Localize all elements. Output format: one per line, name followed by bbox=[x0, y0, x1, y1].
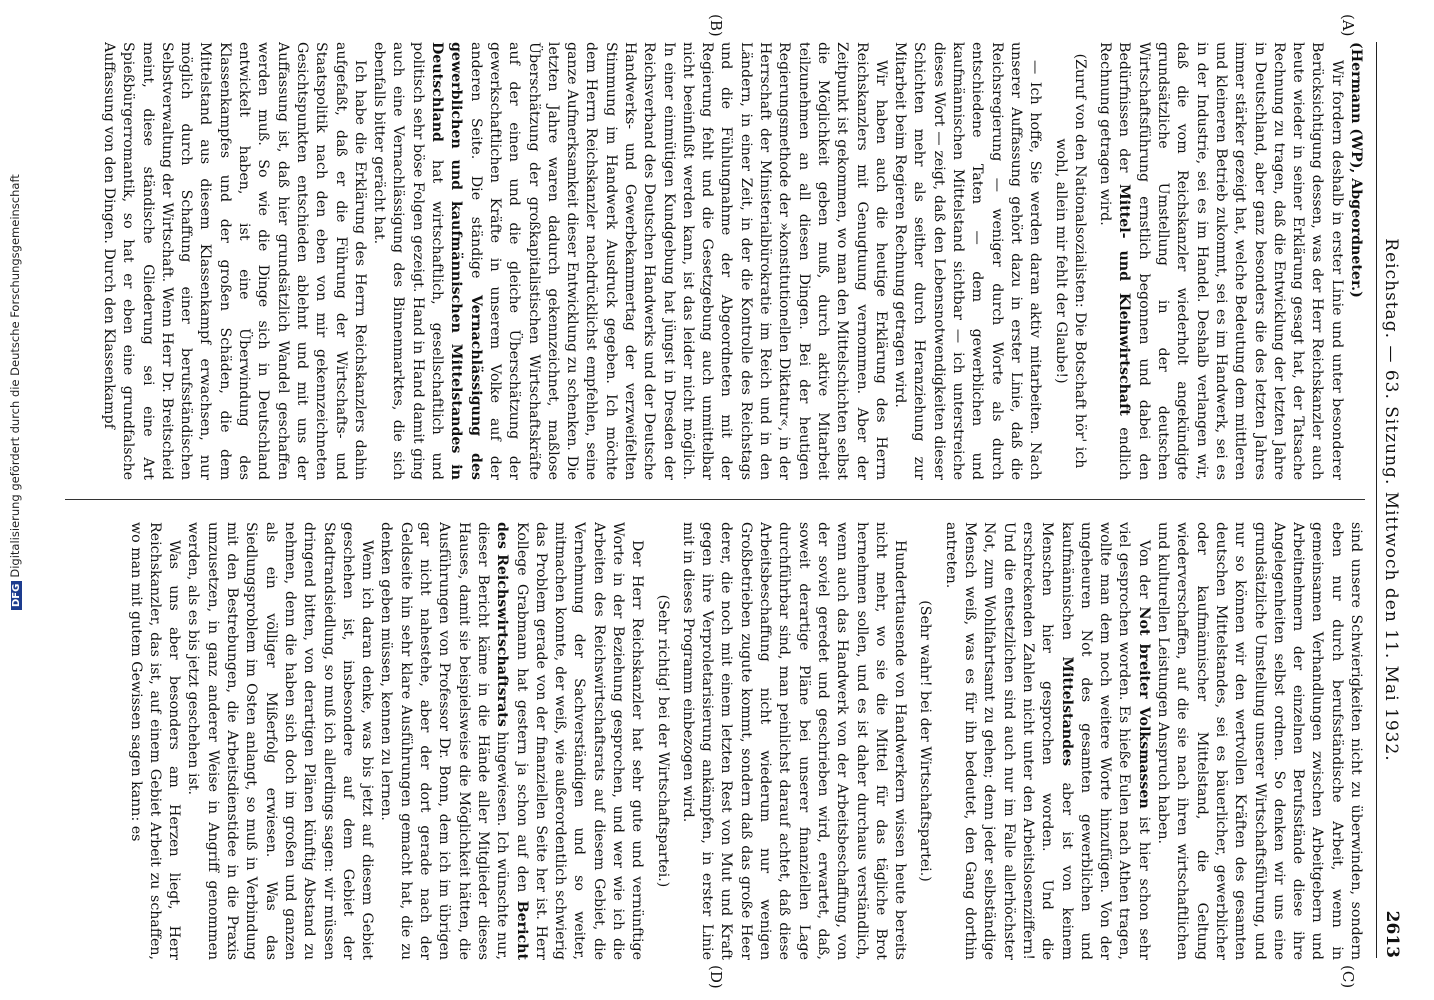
interjection: (Sehr wahr! bei der Wirtschaftspartei.) bbox=[917, 600, 934, 882]
paragraph: Von der Not breiter Volksmassen ist hier schon sehr viel gesprochen worden. Es hieße Eulen nach Athen tragen, wollte man dem noch weitere Worte hinzufügen. Von der ungeheuren Not des gesamten gewerblichen und kaufmännischen Mittelstandes aber ist von keinem Menschen hier gesprochen worden. Und die erschreckenden Zahlen nicht unter den Arbeitslosenziffern! Und die entsetzlichen sind auch nur im Falle allerhöchster Not, zum Wohlfahrtsamt zu gehen; denn jeder selbständige Mensch weiß, was es für ihn bedeutet, den Gang dorthin antreten. bbox=[942, 522, 1152, 960]
margin-marker-c: (C) bbox=[1339, 965, 1357, 989]
page-title: Reichstag. — 63. Sitzung. Mittwoch den 11. Mai 1932. bbox=[1381, 238, 1401, 762]
dfg-badge: DFG bbox=[11, 581, 22, 610]
right-column bbox=[55, 522, 1365, 960]
emphasis: Mittelstandes bbox=[1058, 656, 1075, 767]
page-number: 2613 bbox=[1382, 910, 1402, 958]
paragraph: — Ich hoffe, Sie werden daran aktiv mitarbeiten. Nach unserer Auffassung gehört dazu in erster Linie, daß die Reichsregierung — weniger durch Worte als durch entschiedene Taten — dem gewerblichen und kaufmännischen Mittelstand sichtbar — ich unterstreiche dieses Wort — zeigt, daß den Lebensnotwendigkeiten dieser Schichten mehr als seither durch Heranziehung zur Mitarbeit beim Regieren Rechnung getragen wird. bbox=[892, 42, 1044, 480]
paragraph: Wenn ich daran denke, was bis jetzt auf diesem Gebiet geschehen ist, insbesondere auf dem Gebiet der Stadtrandsiedlung, so muß ich allerdings sagen: wir müssen dringend bitten, von derartigen Plänen künftig Abstand zu nehmen, denn die haben sich doch im großen und ganzen als ein völliger Mißerfolg erwiesen. Was das Siedlungsproblem im Osten anlangt, so muß in Verbindung mit den Bestrebungen, die Arbeitsdienstidee in die Praxis umzusetzen, in ganz anderer Weise in Angriff genommen werden, als es bis jetzt geschehen ist. bbox=[185, 522, 376, 960]
left-column bbox=[55, 42, 1365, 480]
speaker-line: (Hermann (WP), Abgeordneter.) bbox=[1348, 42, 1364, 298]
page-header bbox=[1376, 42, 1405, 958]
paragraph: sind unsere Schwierigkeiten nicht zu überwinden, sondern eben nur durch berufsständische Arbeit, wenn in gemeinsamen Verhandlungen zwischen Arbeitgebern und Arbeitnehmern der einzelnen Berufsstände diese ihre Angelegenheiten selbst ordnen. So denken wir uns eine grundsätzliche Umstellung unserer Wirtschaftsführung, und nur so können wir den wertvollen Kräften des gesamten deutschen Mittelstandes, sei es bäuerlicher, gewerblicher oder kaufmännischer Mittelstand, die Geltung wiederverschaffen, auf die sie nach ihren wirtschaftlichen und kulturellen Leistungen Anspruch haben. bbox=[1155, 522, 1364, 960]
margin-marker-b: (B) bbox=[707, 14, 725, 37]
interjection: (Sehr richtig! bei der Wirtschaftspartei.) bbox=[654, 594, 671, 888]
margin-marker-d: (D) bbox=[707, 965, 725, 989]
paragraph: Was uns aber besonders am Herzen liegt, Herr Reichskanzler, das ist, auf einem Gebiet Arbeit zu schaffen, wo man mit gutem Gewissen sagen kann: es bbox=[127, 522, 183, 960]
emphasis: Bericht des Reichswirtschaftsrats bbox=[494, 522, 530, 960]
emphasis: Not breiter Volksmassen bbox=[1135, 606, 1152, 809]
interjection: (Zuruf von den Nationalsozialisten: Die Botschaft hör' ich wohl, allein mir fehlt der Glaube!) bbox=[1052, 53, 1088, 469]
margin-marker-a: (A) bbox=[1339, 14, 1357, 37]
column-divider bbox=[65, 499, 1365, 500]
emphasis: Mittel- und Kleinwirtschaft bbox=[1116, 184, 1133, 416]
emphasis: Vernachlässigung des gewerblichen und kaufmännischen Mittelstandes in Deutschland bbox=[429, 42, 484, 480]
paragraph: Hunderttausende von Handwerkern wissen heute bereits nicht mehr, wo sie die Mittel für das tägliche Brot hernehmen sollen, und es ist daher durchaus verständlich, wenn auch das Handwerk von der Arbeitsbeschaffung, von der soviel geredet und geschrieben wird, erwartet, daß, soweit derartige Pläne bei unserer finanziellen Lage durchführbar sind, man peinlichst darauf achtet, daß diese Arbeitsbeschaffung nicht wiederum nur wenigen Großbetrieben zugute kommt, sondern daß das große Heer derer, die noch mit einem letzten Rest von Mut und Kraft gegen ihre Verproletarisierung ankämpfen, in erster Linie mit in dieses Programm einbezogen wird. bbox=[679, 522, 909, 960]
funding-credit-text: Digitalisierung gefördert durch die Deutsche Forschungsgemeinschaft bbox=[8, 174, 22, 578]
paragraph: Wir haben auch die heutige Erklärung des Herrn Reichskanzlers mit Genugtuung vernommen. Aber der Zeitpunkt ist gekommen, wo man den Mittelschichten selbst die Möglichkeit geben muß, durch aktive Mitarbeit teilzunehmen an all diesen Dingen. Bei der heutigen Regierungsmethode der »konstitutionellen Diktatur«, in der Herrschaft der Ministerialbürokratie im Reich und in den Ländern, in einer Zeit, in der die Kontrolle des Reichstags und die Fühlungnahme der Abgeordneten mit der Regierung fehlt und die Gesetzgebung auch unmittelbar nicht beeinflußt werden kann, ist das leider nicht möglich. In einer einmütigen Kundgebung hat jüngst in Dresden der Reichsverband des Deutschen Handwerks und der Deutsche Handwerks- und Gewerbekammertag der verzweifelten Stimmung im Handwerk Ausdruck gegeben. Ich möchte dem Herrn Reichskanzler nachdrücklichst empfehlen, seine ganze Aufmerksamkeit dieser Entwicklung zu schenken. Die letzten Jahre waren dadurch gekennzeichnet, maßlose Überschätzung der großkapitalistischen Wirtschaftskräfte auf der einen und die gleiche Überschätzung der gewerkschaftlichen Kräfte in unserem Volke auf der anderen Seite. Die ständige Vernachlässigung des gewerblichen und kaufmännischen Mittelstandes in Deutschland hat wirtschaftlich, gesellschaftlich und politisch sehr böse Folgen gezeigt. Hand in Hand damit ging auch eine Vernachlässigung des Binnenmarktes, die sich ebenfalls bitter gerächt hat. bbox=[371, 42, 889, 480]
paragraph: Der Herr Reichskanzler hat sehr gute und vernünftige Worte in der Beziehung gesprochen, und wer wie ich die Arbeiten des Reichswirtschaftsrats auf diesem Gebiet, die Vernehmung der Sachverständigen und so weiter, mitmachen konnte, der weiß, wie außerordentlich schwierig das Problem gerade von der finanziellen Seite her ist. Herr Kollege Grabmann hat gestern ja schon auf den Bericht des Reichswirtschaftsrats hingewiesen. Ich wünschte nur, dieser Bericht käme in die Hände aller Mitglieder dieses Hauses, damit sie beispielsweise die Möglichkeit hätten, die Ausführungen von Professor Dr. Bonn, dem ich im übrigen gar nicht nahestehe, aber der dort gerade nach der Geldseite hin sehr klare Ausführungen gemacht hat, die zu denken geben müssen, kennen zu lernen. bbox=[378, 522, 646, 960]
funding-credit bbox=[8, 174, 22, 610]
paragraph: Ich habe die Erklärung des Herrn Reichskanzlers dahin aufgefaßt, daß er die Führung der Wirtschafts- und Staatspolitik nach den eben von mir gekennzeichneten Gesichtspunkten entschieden ablehnt und mit uns der Auffassung ist, daß hier grundsätzlich Wandel geschaffen werden muß. So wie die Dinge sich in Deutschland entwickelt haben, ist eine Überwindung des Klassenkampfes und der großen Schäden, die dem Mittelstand aus diesem Klassenkampf erwachsen, nur möglich durch Schaffung einer berufsständischen Selbstverwaltung der Wirtschaft. Wenn Herr Dr. Breitscheid meint, diese ständische Gliederung sei eine Art Spießbürgerromantik, so hat er eben eine grundfalsche Auffassung von den Dingen. Durch den Klassenkampf bbox=[101, 42, 368, 480]
document-page bbox=[45, 14, 1405, 989]
paragraph: Wir fordern deshalb in erster Linie und unter besonderer Berücksichtigung dessen, was der Herr Reichskanzler auch heute wieder in seiner Erklärung gesagt hat, der Tatsache Rechnung zu tragen, daß die Entwicklung der letzten Jahre in Deutschland, aber ganz besonders die des letzten Jahres immer stärker gezeigt hat, welche Bedeutung dem mittleren und kleineren Betrieb zukommt, sei es im Handwerk, sei es in der Industrie, sei es im Handel. Deshalb verlangen wir, daß die vom Reichskanzler wiederholt angekündigte grundsätzliche Umstellung in der deutschen Wirtschaftsführung ernstlich begonnen und dabei den Bedürfnissen der Mittel- und Kleinwirtschaft endlich Rechnung getragen wird. bbox=[1097, 42, 1345, 480]
